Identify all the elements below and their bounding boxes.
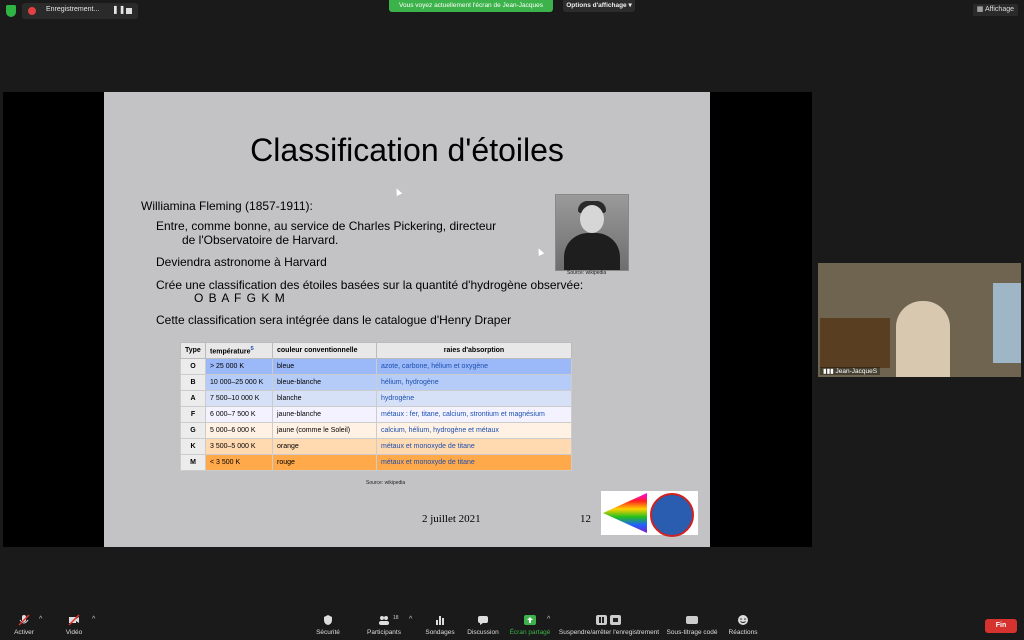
view-options-label: Options d'affichage <box>566 2 627 9</box>
end-meeting-button[interactable]: Fin <box>985 619 1017 633</box>
temperature-cell: 6 000–7 500 K <box>206 407 273 423</box>
slide-date: 2 juillet 2021 <box>422 513 481 525</box>
header-color: couleur conventionnelle <box>273 343 377 359</box>
table-row <box>181 375 572 391</box>
participants-label: Participants <box>367 629 401 636</box>
header-temperature <box>206 343 273 359</box>
chat-label: Discussion <box>467 629 499 636</box>
color-cell: jaune-blanche <box>273 407 377 423</box>
type-cell: K <box>181 439 206 455</box>
cc-icon <box>686 614 698 626</box>
portrait-caption: Source: wikipedia <box>567 270 607 276</box>
view-button-label: Affichage <box>984 6 1014 13</box>
meeting-toolbar <box>0 612 1024 640</box>
record-dot-icon <box>28 7 36 15</box>
type-cell: O <box>181 359 206 375</box>
header-footnote: 5 <box>250 345 254 352</box>
participants-count: 18 <box>393 615 399 621</box>
smiley-icon <box>737 614 749 626</box>
shield-icon <box>322 614 334 626</box>
participant-figure <box>896 301 950 377</box>
recording-label: Enregistrement... <box>46 6 100 13</box>
slide-person: Williamina Fleming (1857-1911): <box>141 199 313 213</box>
presentation-slide <box>104 92 710 547</box>
table-header-row <box>181 343 572 359</box>
absorption-cell: métaux : fer, titane, calcium, strontium et magnésium <box>377 407 572 423</box>
chat-button[interactable] <box>464 612 502 640</box>
unmute-button[interactable] <box>8 612 43 640</box>
slide-line: de l'Observatoire de Harvard. <box>182 233 339 247</box>
absorption-cell: métaux et monoxyde de titane <box>377 455 572 471</box>
video-off-icon <box>68 614 80 626</box>
bar-chart-icon <box>434 614 446 626</box>
share-options-caret-icon[interactable]: ^ <box>547 616 551 623</box>
participant-name: Jean-JacqueS <box>835 368 878 375</box>
pause-stop-icon <box>596 614 622 626</box>
view-button[interactable]: ▦ Affichage <box>973 4 1018 16</box>
security-shield-icon[interactable] <box>6 5 16 17</box>
williamina-fleming-portrait <box>555 194 629 271</box>
stop-recording-icon[interactable] <box>126 8 132 14</box>
table-row <box>181 439 572 455</box>
color-cell: jaune (comme le Soleil) <box>273 423 377 439</box>
header-temperature-label: température <box>210 348 251 356</box>
color-cell: rouge <box>273 455 377 471</box>
portrait-head <box>580 205 604 233</box>
participant-video-tile[interactable] <box>818 263 1021 377</box>
video-options-caret-icon[interactable]: ^ <box>92 616 96 623</box>
club-emblem-icon <box>650 493 694 537</box>
color-cell: bleue <box>273 359 377 375</box>
pause-recording-icon[interactable]: ❚❚ <box>112 5 126 14</box>
chat-bubble-icon <box>477 614 489 626</box>
absorption-cell: calcium, hélium, hydrogène et métaux <box>377 423 572 439</box>
view-options-button[interactable]: Options d'affichage ▾ <box>563 0 635 12</box>
temperature-cell: 5 000–6 000 K <box>206 423 273 439</box>
header-type: Type <box>181 343 206 359</box>
table-row <box>181 359 572 375</box>
table-row <box>181 407 572 423</box>
shared-screen <box>3 92 812 547</box>
participants-caret-icon[interactable]: ^ <box>409 616 413 623</box>
table-row <box>181 455 572 471</box>
bookshelf <box>820 318 890 368</box>
absorption-cell: hydrogène <box>377 391 572 407</box>
pause-stop-label: Suspendre/arrêter l'enregistrement <box>558 629 660 636</box>
polls-label: Sondages <box>425 629 455 636</box>
closed-caption-button[interactable] <box>666 612 718 640</box>
reactions-label: Réactions <box>728 629 758 636</box>
polls-button[interactable] <box>422 612 458 640</box>
type-cell: A <box>181 391 206 407</box>
slide-line: Cette classification sera intégrée dans le catalogue d'Henry Draper <box>156 313 512 327</box>
participants-button[interactable] <box>362 612 406 640</box>
video-button[interactable] <box>58 612 90 640</box>
temperature-cell: 10 000–25 000 K <box>206 375 273 391</box>
slide-line: Deviendra astronome à Harvard <box>156 255 327 269</box>
temperature-cell: < 3 500 K <box>206 455 273 471</box>
temperature-cell: > 25 000 K <box>206 359 273 375</box>
portrait-body <box>564 233 620 271</box>
table-caption: Source: wikipedia <box>366 480 406 486</box>
closed-caption-label: Sous-titrage codé <box>666 629 718 636</box>
type-cell: M <box>181 455 206 471</box>
slide-line: O B A F G K M <box>194 291 286 305</box>
star-classification-table <box>180 342 572 471</box>
video-label: Vidéo <box>65 629 83 636</box>
slide-line: Entre, comme bonne, au service de Charles Pickering, directeur <box>156 219 497 233</box>
slide-line: Crée une classification des étoiles basées sur la quantité d'hydrogène observée: <box>156 278 584 292</box>
screen-share-banner: Vous voyez actuellement l'écran de Jean-Jacques <box>389 0 553 12</box>
recording-indicator <box>22 3 138 19</box>
participants-icon <box>378 614 390 626</box>
type-cell: F <box>181 407 206 423</box>
unmute-label: Activer <box>14 629 34 636</box>
color-cell: orange <box>273 439 377 455</box>
type-cell: G <box>181 423 206 439</box>
header-absorption: raies d'absorption <box>377 343 572 359</box>
absorption-cell: métaux et monoxyde de titane <box>377 439 572 455</box>
color-cell: blanche <box>273 391 377 407</box>
temperature-cell: 3 500–5 000 K <box>206 439 273 455</box>
table-row <box>181 391 572 407</box>
slide-page-number: 12 <box>580 513 591 525</box>
table-row <box>181 423 572 439</box>
share-screen-button[interactable] <box>508 612 552 640</box>
participant-name-label: ▮▮▮ Jean-JacqueS <box>820 367 880 375</box>
muted-microphone-icon <box>18 614 30 626</box>
reactions-button[interactable] <box>726 612 760 640</box>
window <box>993 283 1021 363</box>
temperature-cell: 7 500–10 000 K <box>206 391 273 407</box>
astronomy-club-logo <box>601 491 698 535</box>
share-screen-label: Écran partagé <box>509 629 551 636</box>
absorption-cell: azote, carbone, hélium et oxygène <box>377 359 572 375</box>
top-bar <box>0 0 1024 22</box>
pause-stop-recording-button[interactable] <box>558 612 660 640</box>
slide-title: Classification d'étoiles <box>250 132 564 168</box>
audio-options-caret-icon[interactable]: ^ <box>39 616 43 623</box>
color-cell: bleue-blanche <box>273 375 377 391</box>
absorption-cell: hélium, hydrogène <box>377 375 572 391</box>
type-cell: B <box>181 375 206 391</box>
security-button[interactable] <box>308 612 348 640</box>
share-screen-icon <box>524 614 536 626</box>
security-label: Sécurité <box>316 629 340 636</box>
